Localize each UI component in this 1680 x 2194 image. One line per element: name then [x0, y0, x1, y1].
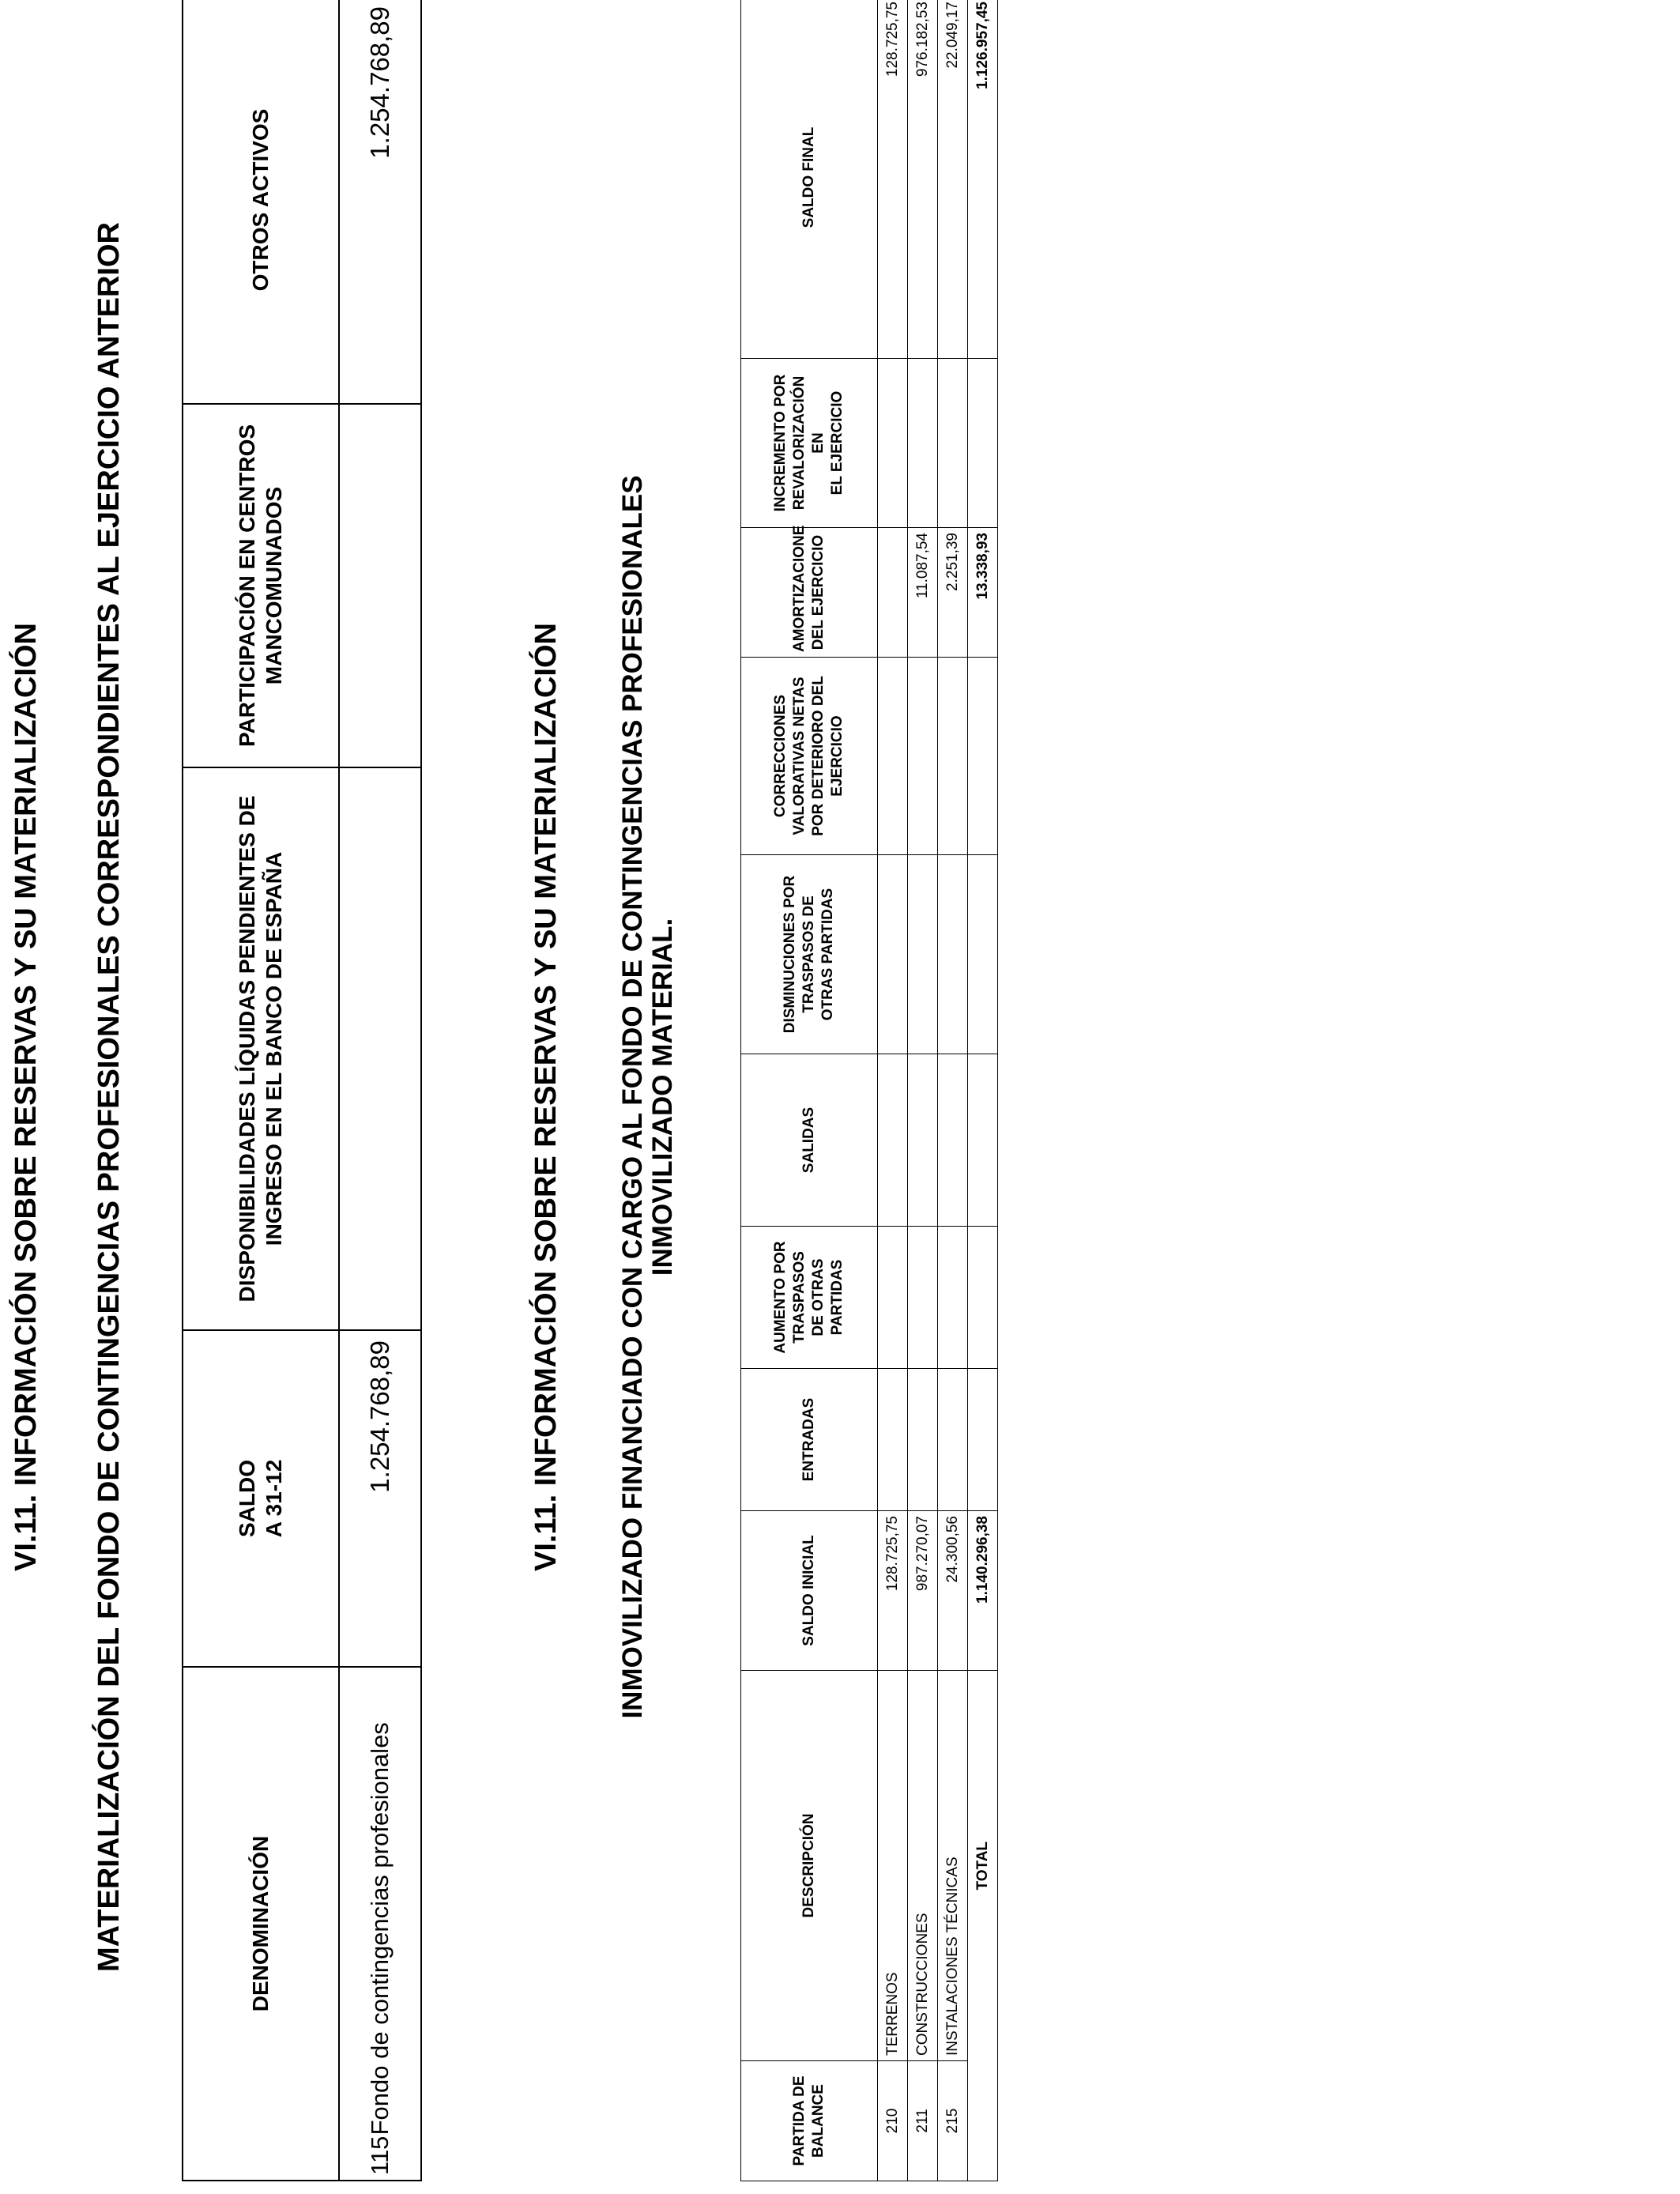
- cell-disponibilidades: [339, 767, 421, 1330]
- section2-title: VI.11. INFORMACIÓN SOBRE RESERVAS Y SU MATERIALIZACIÓN: [529, 623, 563, 1571]
- header-saldo-inicial: SALDO INICIAL: [741, 1511, 878, 1671]
- header-entradas: ENTRADAS: [741, 1369, 878, 1511]
- total-blank: [968, 2061, 998, 2181]
- cell-amortizaciones: 11.087,54: [908, 528, 938, 658]
- cell-saldo-final: 976.182,53: [908, 0, 938, 359]
- total-label: TOTAL: [968, 1671, 998, 2061]
- header-otros-activos: OTROS ACTIVOS: [183, 0, 339, 404]
- cell-disminuciones: [938, 855, 968, 1054]
- cell-code: 215: [938, 2061, 968, 2181]
- header-descripcion: DESCRIPCIÓN: [741, 1671, 878, 2061]
- cell-incremento: [878, 359, 908, 528]
- cell-participacion: [339, 404, 421, 767]
- header-aumento: AUMENTO POR TRASPASOS DE OTRAS PARTIDAS: [741, 1227, 878, 1369]
- header-denominacion: DENOMINACIÓN: [183, 1667, 339, 2181]
- header-correcciones: CORRECCIONES VALORATIVAS NETAS POR DETERIORO DEL EJERCICIO: [741, 658, 878, 855]
- cell-incremento: [938, 359, 968, 528]
- total-entradas: [968, 1369, 998, 1511]
- header-saldo: SALDO A 31-12: [183, 1330, 339, 1667]
- contingency-fund-table: [182, 0, 422, 2181]
- total-saldo-final: 1.126.957,45: [968, 0, 998, 359]
- cell-salidas: [878, 1054, 908, 1227]
- section1-title: VI.11. INFORMACIÓN SOBRE RESERVAS Y SU MATERIALIZACIÓN: [9, 623, 43, 1571]
- cell-correcciones: [938, 658, 968, 855]
- cell-amortizaciones: [878, 528, 908, 658]
- header-amortizaciones: AMORTIZACIONE DEL EJERCICIO: [741, 528, 878, 658]
- section2-subtitle: INMOVILIZADO FINANCIADO CON CARGO AL FONDO DE CONTINGENCIAS PROFESIONALES INMOVILIZADO MATERIAL.: [617, 475, 678, 1719]
- section1-subtitle: MATERIALIZACIÓN DEL FONDO DE CONTINGENCIAS PROFESIONALES CORRESPONDIENTES AL EJERCICIO ANTERIOR: [92, 222, 126, 1973]
- total-incremento: [968, 359, 998, 528]
- header-salidas: SALIDAS: [741, 1054, 878, 1227]
- cell-correcciones: [878, 658, 908, 855]
- cell-code: 211: [908, 2061, 938, 2181]
- table-row: [339, 0, 421, 2181]
- total-aumento: [968, 1227, 998, 1369]
- cell-saldo-final: 128.725,75: [878, 0, 908, 359]
- cell-amortizaciones: 2.251,39: [938, 528, 968, 658]
- cell-salidas: [938, 1054, 968, 1227]
- header-disponibilidades: DISPONIBILIDADES LÍQUIDAS PENDIENTES DE INGRESO EN EL BANCO DE ESPAÑA: [183, 767, 339, 1330]
- cell-code: 210: [878, 2061, 908, 2181]
- cell-descripcion: TERRENOS: [878, 1671, 908, 2061]
- table-header-row: [183, 0, 339, 2181]
- table-row: [878, 0, 908, 2181]
- cell-denominacion: 115 Fondo de contingencias profesionales: [339, 1667, 421, 2181]
- cell-disminuciones: [878, 855, 908, 1054]
- total-correcciones: [968, 658, 998, 855]
- total-saldo-inicial: 1.140.296,38: [968, 1511, 998, 1671]
- cell-disminuciones: [908, 855, 938, 1054]
- header-incremento: INCREMENTO POR REVALORIZACIÓN EN EL EJERCICIO: [741, 359, 878, 528]
- cell-salidas: [908, 1054, 938, 1227]
- cell-aumento: [938, 1227, 968, 1369]
- total-row: [968, 0, 998, 2181]
- fixed-assets-table: [740, 0, 998, 2181]
- header-disminuciones: DISMINUCIONES POR TRASPASOS DE OTRAS PARTIDAS: [741, 855, 878, 1054]
- header-saldo-final: SALDO FINAL: [741, 0, 878, 359]
- table-row: [938, 0, 968, 2181]
- cell-descripcion: INSTALACIONES TÉCNICAS: [938, 1671, 968, 2061]
- total-amortizaciones: 13.338,93: [968, 528, 998, 658]
- table-header-row: [741, 0, 878, 2181]
- cell-descripcion: CONSTRUCCIONES: [908, 1671, 938, 2061]
- cell-saldo-final: 22.049,17: [938, 0, 968, 359]
- table-row: [908, 0, 938, 2181]
- cell-correcciones: [908, 658, 938, 855]
- header-partida: PARTIDA DE BALANCE: [741, 2061, 878, 2181]
- cell-otros-activos: 1.254.768,89: [339, 0, 421, 404]
- header-participacion: PARTICIPACIÓN EN CENTROS MANCOMUNADOS: [183, 404, 339, 767]
- cell-incremento: [908, 359, 938, 528]
- cell-saldo-inicial: 987.270,07: [908, 1511, 938, 1671]
- cell-saldo: 1.254.768,89: [339, 1330, 421, 1667]
- total-salidas: [968, 1054, 998, 1227]
- cell-entradas: [878, 1369, 908, 1511]
- total-disminuciones: [968, 855, 998, 1054]
- cell-entradas: [938, 1369, 968, 1511]
- cell-saldo-inicial: 24.300,56: [938, 1511, 968, 1671]
- cell-saldo-inicial: 128.725,75: [878, 1511, 908, 1671]
- cell-aumento: [908, 1227, 938, 1369]
- cell-aumento: [878, 1227, 908, 1369]
- cell-entradas: [908, 1369, 938, 1511]
